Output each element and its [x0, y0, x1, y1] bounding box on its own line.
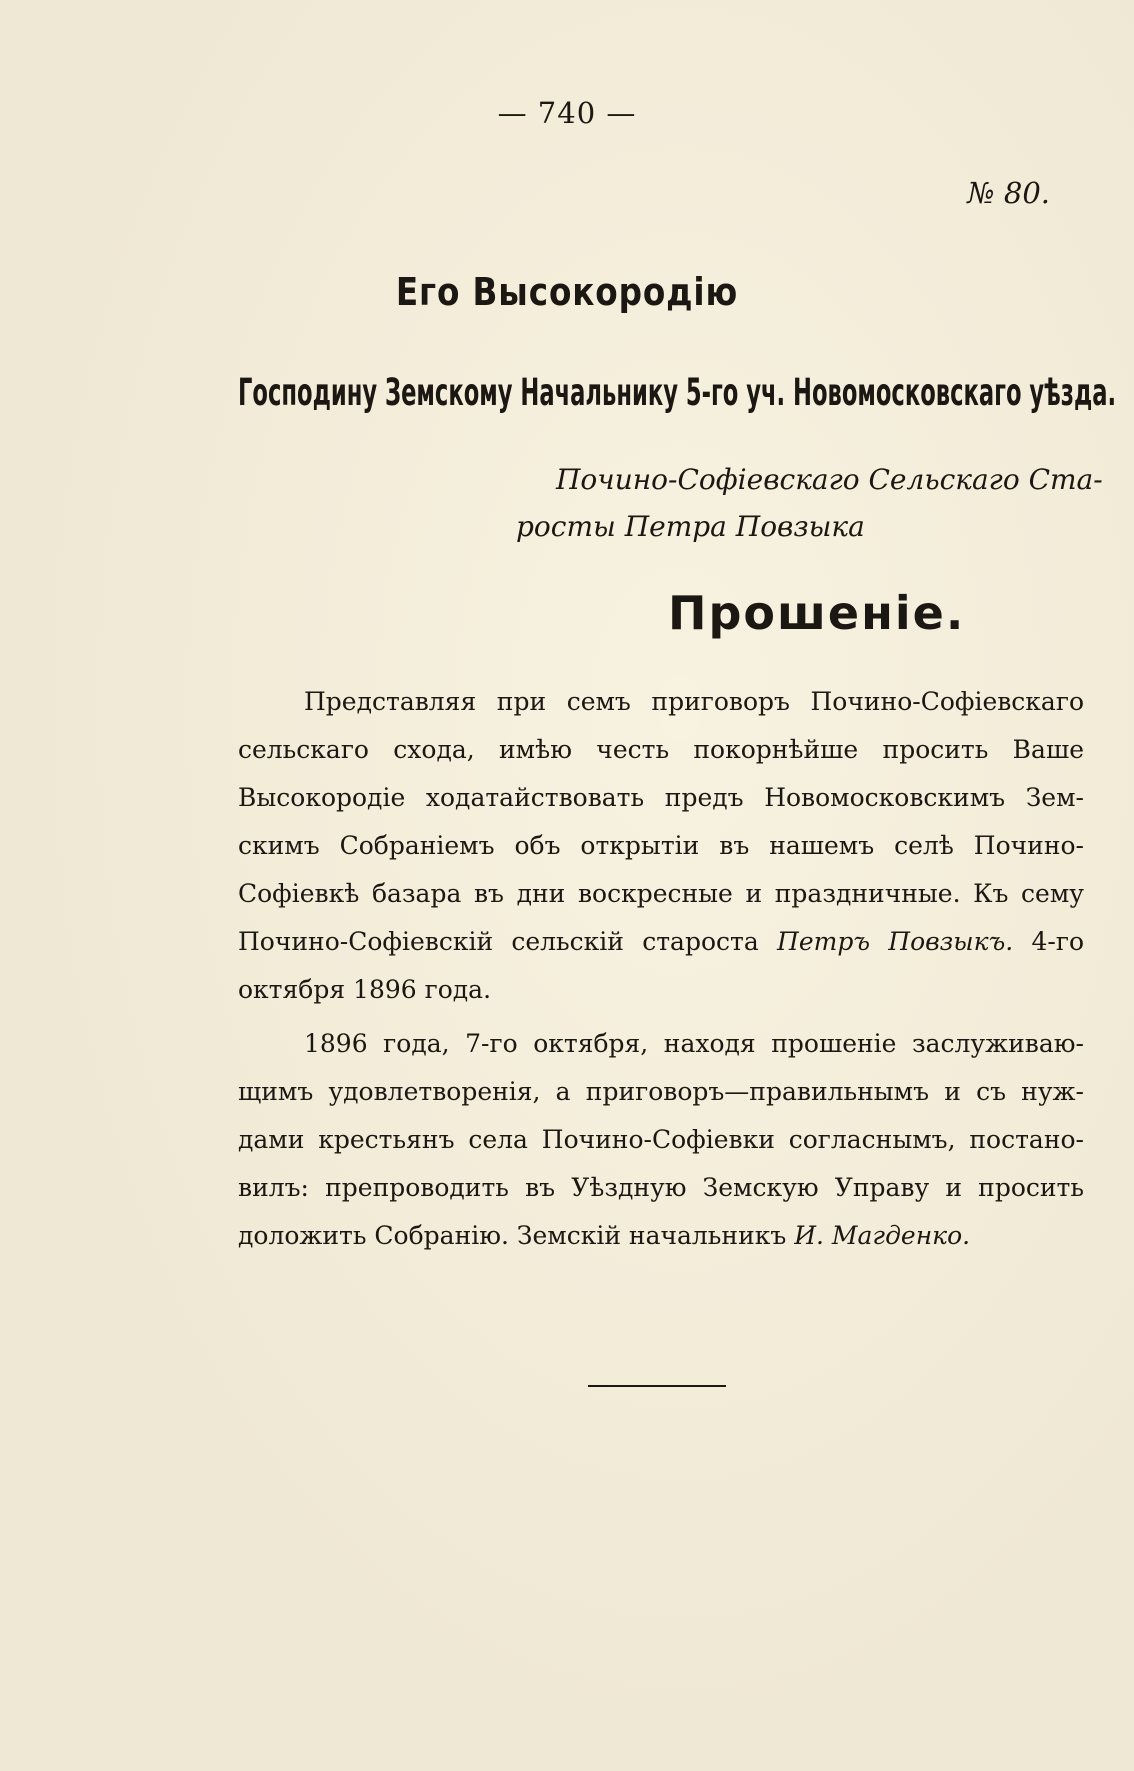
- text-line: щимъ удовлетворенія, а приговоръ—правильнымъ и съ нуж-: [238, 1077, 1084, 1106]
- addressee-title: Его Высокородію: [395, 270, 739, 314]
- addressee-office: Господину Земскому Начальнику 5-го уч. Новомосковскаго уѣзда.: [238, 371, 1117, 414]
- closing-rule: [588, 1385, 726, 1387]
- text-line: сельскаго схода, имѣю честь покорнѣйше просить Ваше: [238, 735, 1084, 764]
- text-line: Софіевкѣ базара въ дни воскресные и праздничные. Къ сему: [238, 879, 1084, 908]
- text-line: 1896 года, 7-го октября, находя прошеніе заслуживаю-: [304, 1029, 1084, 1058]
- text-line: Представляя при семъ приговоръ Почино-Софіевскаго: [304, 687, 1084, 716]
- text-fragment: доложить Собранію. Земскій начальникъ: [238, 1221, 787, 1250]
- page-number: — 740 —: [497, 96, 637, 130]
- sender-line-1: Почино-Софіевскаго Сельскаго Ста-: [556, 463, 1103, 496]
- text-line: дами крестьянъ села Почино-Софіевки согласнымъ, постано-: [238, 1125, 1084, 1154]
- text-line: вилъ: препроводить въ Уѣздную Земскую Управу и просить: [238, 1173, 1084, 1202]
- text-line: октября 1896 года.: [238, 975, 492, 1004]
- resolution-paragraph: [238, 1020, 1084, 1260]
- text-line: Высокородіе ходатайствовать предъ Новомосковскимъ Зем-: [238, 783, 1084, 812]
- text-fragment: 4-го: [1031, 927, 1085, 956]
- chief-signature: И. Магденко.: [794, 1221, 971, 1250]
- sender-line-2: росты Петра Повзыка: [516, 510, 865, 543]
- text-line-with-signature: [238, 1212, 1084, 1260]
- document-title: Прошеніе.: [668, 586, 966, 640]
- text-fragment: Почино-Софіевскій сельскій староста: [238, 927, 759, 956]
- text-line-with-signature: [238, 918, 1084, 966]
- text-line: скимъ Собраніемъ объ открытіи въ нашемъ селѣ Почино-: [238, 831, 1084, 860]
- petition-paragraph: [238, 678, 1084, 1014]
- elder-signature: Петръ Повзыкъ.: [777, 927, 1014, 956]
- document-number: № 80.: [967, 176, 1050, 210]
